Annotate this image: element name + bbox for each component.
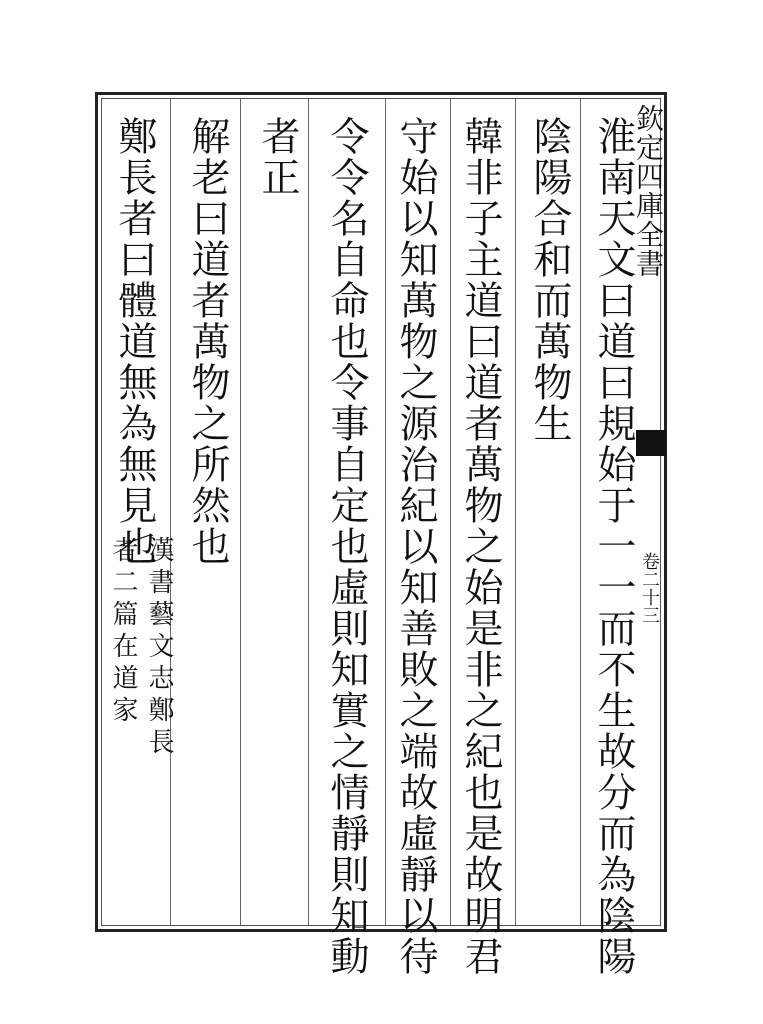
- text-column-3: 韓非子主道曰道者萬物之始是非之紀也是故明君: [458, 116, 503, 977]
- column-rule: [385, 99, 386, 925]
- text-column-8: 鄭長者曰體道無為無見也: [112, 116, 157, 567]
- text-column-2: 陰陽合和而萬物生: [527, 116, 572, 444]
- text-column-1: 淮南天文曰道曰規始于一一而不生故分而為陰陽: [591, 116, 636, 977]
- book-title: 欽定四庫全書: [632, 104, 665, 278]
- text-column-5: 令令名自命也令事自定也虛則知實之情靜則知動: [324, 116, 369, 977]
- commentary-line-2: 者二篇在道家: [108, 536, 138, 728]
- text-column-7: 解老曰道者萬物之所然也: [185, 116, 230, 567]
- column-rule: [580, 99, 581, 925]
- column-rule: [515, 99, 516, 925]
- fore-edge: [632, 100, 665, 700]
- text-column-6: 者正: [255, 116, 300, 198]
- column-rule: [308, 99, 309, 925]
- column-rule: [170, 99, 171, 925]
- fishtail-mark: [636, 430, 666, 456]
- column-rule: [450, 99, 451, 925]
- volume-label: 卷二十三: [639, 552, 660, 624]
- column-rule: [240, 99, 241, 925]
- commentary-line-1: 漢書藝文志鄭長: [144, 536, 174, 760]
- text-column-4: 守始以知萬物之源治紀以知善敗之端故虛靜以待: [393, 116, 438, 977]
